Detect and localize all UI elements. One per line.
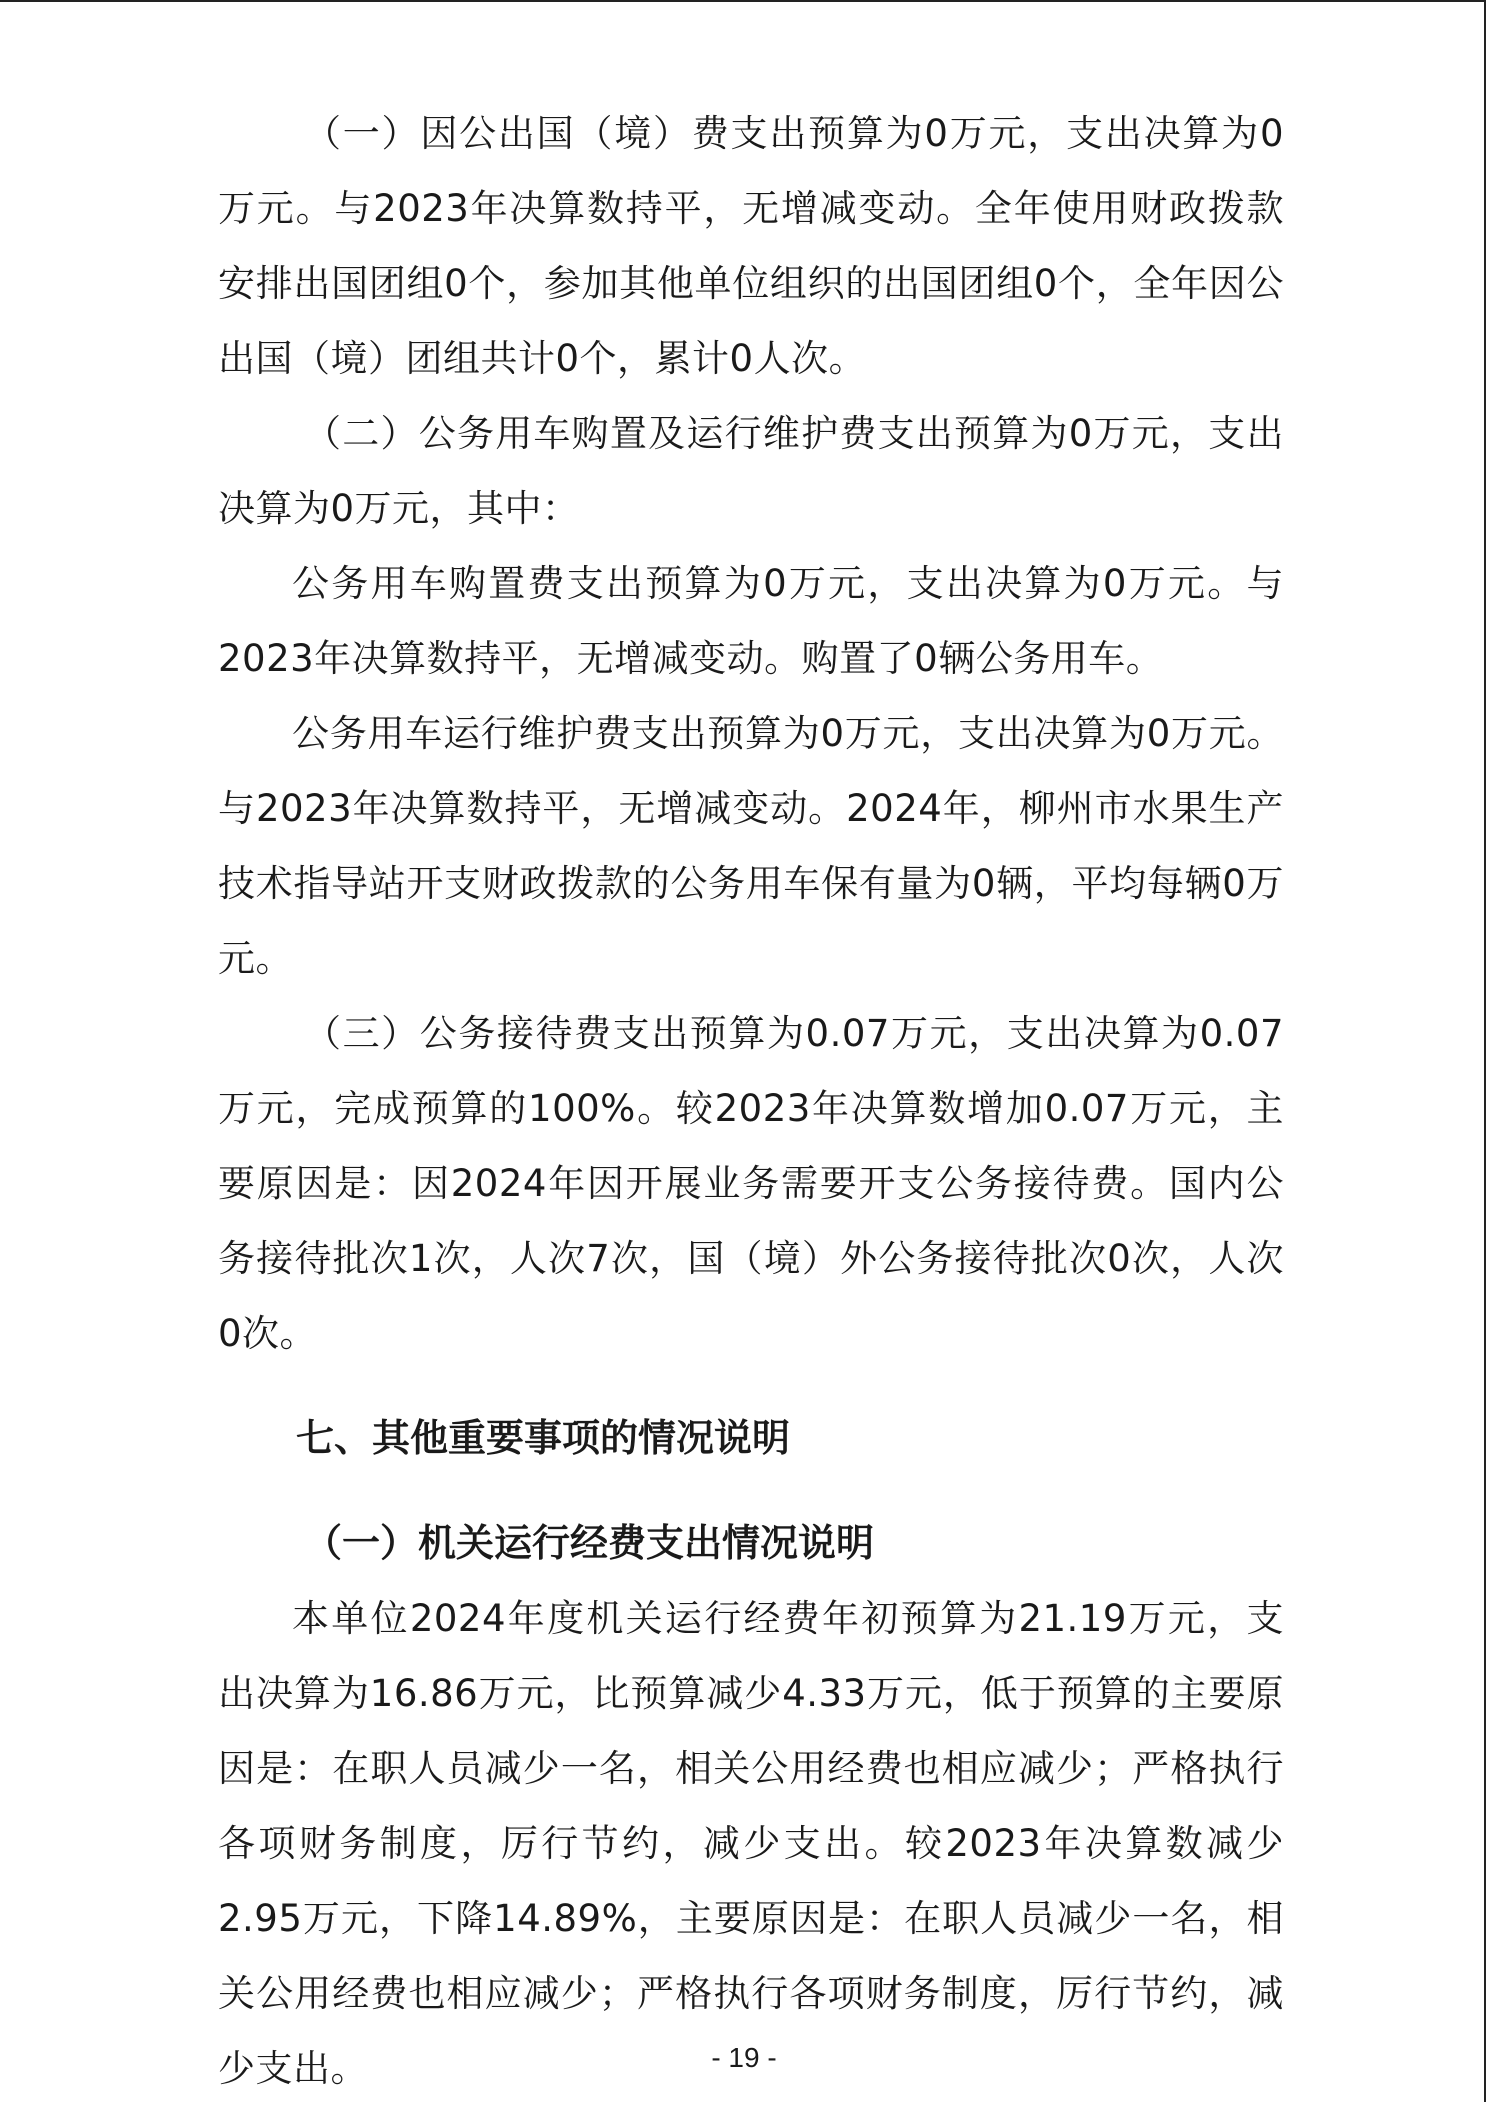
paragraph-vehicle-maintenance: 公务用车运行维护费支出预算为0万元，支出决算为0万元。与2023年决算数持平，无增减变动。2024年，柳州市水果生产技术指导站开支财政拨款的公务用车保有量为0辆，平均每辆0万元。 — [218, 712, 1284, 980]
paragraph-vehicle-purchase: 公务用车购置费支出预算为0万元，支出决算为0万元。与2023年决算数持平，无增减变动。购置了0辆公务用车。 — [218, 562, 1284, 680]
paragraph-official-vehicles: （二）公务用车购置及运行维护费支出预算为0万元，支出决算为0万元，其中： — [218, 412, 1284, 530]
subsection-heading-operating-expenses: （一）机关运行经费支出情况说明 — [304, 1521, 875, 1565]
page-number: - 19 - — [711, 2042, 777, 2073]
section-heading-other-matters: 七、其他重要事项的情况说明 — [296, 1416, 791, 1460]
document-body — [218, 96, 1284, 2106]
paragraph-operating-expenses: 本单位2024年度机关运行经费年初预算为21.19万元，支出决算为16.86万元，比预算减少4.33万元，低于预算的主要原因是：在职人员减少一名，相关公用经费也相应减少；严格执行各项财务制度，厉行节约，减少支出。较2023年决算数减少2.95万元，下降14.89%，主要原因是：在职人员减少一名，相关公用经费也相应减少；严格执行各项财务制度，厉行节约，减少支出。 — [218, 1597, 1284, 2090]
paragraph-official-reception: （三）公务接待费支出预算为0.07万元，支出决算为0.07万元，完成预算的100%。较2023年决算数增加0.07万元，主要原因是：因2024年因开展业务需要开支公务接待费。国内公务接待批次1次，人次7次，国（境）外公务接待批次0次，人次0次。 — [218, 1012, 1284, 1355]
paragraph-overseas-travel: （一）因公出国（境）费支出预算为0万元，支出决算为0万元。与2023年决算数持平，无增减变动。全年使用财政拨款安排出国团组0个，参加其他单位组织的出国团组0个，全年因公出国（境）团组共计0个，累计0人次。 — [218, 112, 1284, 380]
